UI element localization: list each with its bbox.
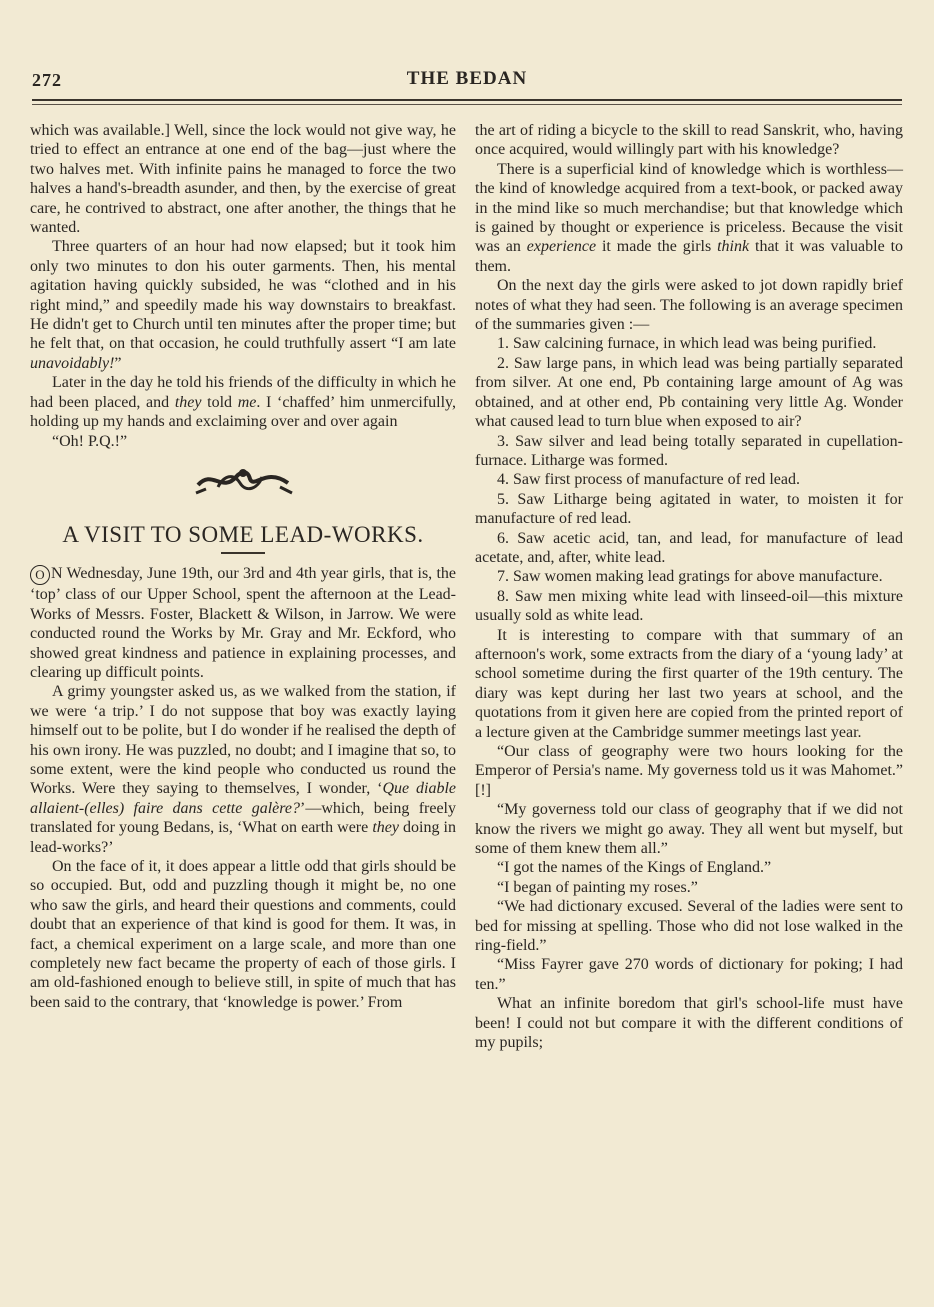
list-item: 5. Saw Litharge being agitated in water, to moisten it for manufacture of red lead.: [475, 490, 903, 528]
drop-cap: O: [30, 565, 50, 585]
text-run: that it was valuable to them.: [475, 238, 904, 275]
quotation: “Miss Fayrer gave 270 words of dictionary for poking; I had ten.”: [475, 956, 903, 993]
quotation: “My governess told our class of geography that if we did not know the rivers we might go away. They all went but myself, but some of them knew them all.”: [475, 801, 903, 858]
paragraph: the art of riding a bicycle to the skill to read Sanskrit, who, having once acquired, would willingly part with his knowledge?: [475, 122, 903, 159]
text-run: doing in lead-works?’: [30, 819, 457, 856]
list-item: 4. Saw first process of manufacture of red lead.: [497, 471, 800, 489]
emphasis: me: [237, 393, 257, 411]
text-run: it made the girls: [596, 238, 718, 256]
paragraph: [475, 160, 903, 276]
list-item: 8. Saw men mixing white lead with linseed-oil—this mixture usually sold as white lead.: [475, 587, 903, 625]
paragraph: What an infinite boredom that girl's school-life must have been! I could not but compare it with the different conditions of my pupils;: [475, 995, 903, 1052]
paragraph: which was available.] Well, since the lock would not give way, he tried to effect an entrance at one end of the bag—just where the two halves met. With infinite pains he managed to force the two halves a hand's-breadth asunder, and then, by the exercise of great care, he contrived to abstract, one after another, the things that he wanted.: [30, 122, 456, 237]
paragraph: On the face of it, it does appear a little odd that girls should be so occupied. But, odd and puzzling though it might be, no one who saw the girls, and heard their questions and comments, could doubt that an experience of that kind is good for them. It was, in fact, a chemical experiment on a large scale, and more than one completely new fact became the property of each of those girls. I am old-fashioned enough to believe still, in spite of much that has been said to the contrary, that ‘knowledge is power.’ From: [30, 858, 456, 1011]
paragraph: On the next day the girls were asked to jot down rapidly brief notes of what they had seen. The following is an average specimen of the summaries given :—: [475, 277, 904, 334]
paragraph: It is interesting to compare with that summary of an afternoon's work, some extracts from the diary of a ‘young lady’ at school sometime during the first quarter of the 19th century. The diary was kept during her last two years at school, and the quotations from it given here are copied from the printed report of a lecture given at the Cambridge summer meetings last year.: [475, 626, 903, 741]
list-item: 6. Saw acetic acid, tan, and lead, for manufacture of lead acetate, and, after, white lead.: [475, 529, 903, 566]
paragraph: [30, 564, 456, 682]
text-run: ”: [114, 354, 122, 372]
left-column: [30, 121, 456, 1012]
right-column: [475, 121, 903, 1053]
text-run: Later in the day he told his friends of the difficulty in which he had been placed, and: [30, 374, 456, 411]
quotation: “I got the names of the Kings of England.”: [497, 859, 772, 877]
text-run: A grimy youngster asked us, as we walked from the station, if we were ‘a trip.’ I do not suppose that boy was exactly laying himself out to be polite, but I do wonder if he realised the depth of his own irony. He was puzzled, no doubt; and I imagine that so, to some extent, were the kind people who conducted us round the Works. Were they saying to themselves, I wonder, ‘: [30, 683, 456, 798]
list-item: 3. Saw silver and lead being totally separated in cupellation-furnace. Litharge was formed.: [475, 432, 903, 469]
emphasis: they: [372, 819, 399, 837]
quotation: “I began of painting my roses.”: [497, 878, 698, 896]
paragraph: [30, 373, 456, 431]
list-item: 7. Saw women making lead gratings for above manufacture.: [497, 568, 883, 586]
list-item: 2. Saw large pans, in which lead was being partially separated from silver. At one end, Pb containing large amount of Ag was obtained, and at other end, Pb containing very little Ag. Wonder what caused lead to turn blue when exposed to air?: [475, 354, 903, 431]
signature: “Oh! P.Q.!”: [52, 432, 128, 450]
text-run: . I ‘chaffed’ him unmercifully, holding up my hands and exclaiming over and over again: [30, 393, 457, 431]
text-run: N Wednesday, June 19th, our 3rd and 4th year girls, that is, the ‘top’ class of our Upper School, spent the afternoon at the Lead-Works of Messrs. Foster, Blackett & Wilson, in Jarrow. We were conducted round the Works by Mr. Gray and Mr. Eckford, who showed great kindness and patience in explaining processes, and clearing up difficult points.: [30, 565, 456, 681]
running-title: THE BEDAN: [406, 68, 528, 89]
quotation: “Our class of geography were two hours looking for the Emperor of Persia's name. My governess told us it was Mahomet.” [!]: [475, 743, 903, 799]
emphasis: experience: [526, 238, 597, 256]
paragraph: [30, 237, 456, 373]
text-run: Three quarters of an hour had now elapsed; but it took him only two minutes to don his outer garments. Then, his mental agitation having quickly subsided, he was “clothed and in his right mind,” and speedily made his way downstairs to breakfast. He didn't get to Church until ten minutes after the proper time; but he felt that, on that occasion, he could truthfully assert “I am late: [30, 238, 456, 353]
emphasis: unavoidably!: [30, 354, 115, 372]
header-rule-bottom: [32, 104, 902, 105]
paragraph: [30, 682, 456, 857]
list-item: 1. Saw calcining furnace, in which lead was being purified.: [497, 335, 877, 353]
emphasis: think: [717, 238, 750, 256]
text-run: ’—which, being freely translated for young Bedans, is, ‘What on earth were: [30, 799, 456, 837]
header-rule-top: [32, 99, 902, 101]
section-rule: [221, 552, 265, 554]
ornament-icon: [188, 459, 298, 499]
page-number: 272: [32, 70, 62, 90]
section-title: A VISIT TO SOME LEAD-WORKS.: [62, 521, 424, 547]
emphasis: they: [174, 393, 202, 411]
emphasis: Que diable allaient-(elles) faire dans cette galère?: [30, 780, 456, 817]
text-run: told: [201, 393, 238, 411]
quotation: “We had dictionary excused. Several of the ladies were sent to bed for missing at spelling. Those who did not lose walked in the ring-field.”: [475, 898, 903, 955]
text-run: There is a superficial kind of knowledge which is worthless—the kind of knowledge acquired from a text-book, or packed away in the mind like so much merchandise; but that knowledge which is gained by thought or experience is priceless. Because the visit was an: [475, 160, 903, 256]
